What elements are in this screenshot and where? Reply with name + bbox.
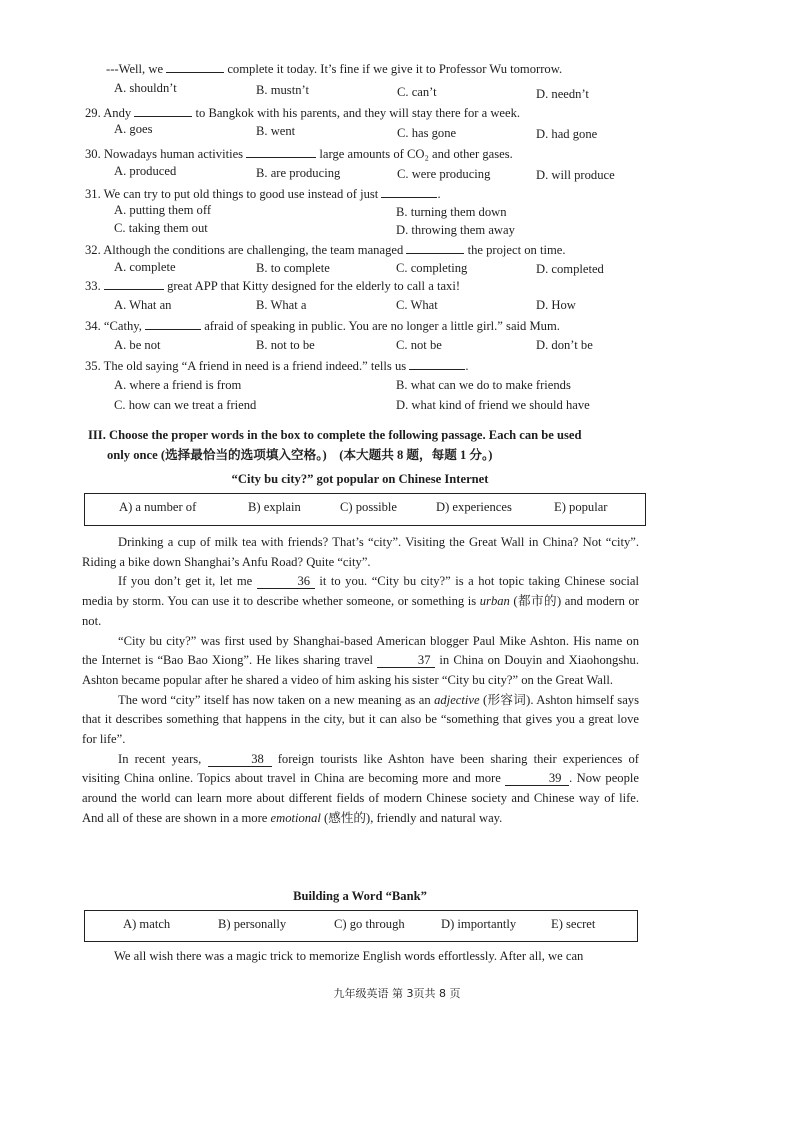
q32-answer-blank[interactable] [406,241,464,254]
q34-stem: 34. “Cathy, afraid of speaking in public. You are no longer a little girl.” said Mum. [85,319,560,333]
q31-answer-blank[interactable] [381,185,437,198]
q29-option-b[interactable]: B. went [256,124,296,138]
word-box-option-d: D) experiences [436,500,512,514]
q31-option-c[interactable]: C. taking them out [114,221,208,235]
q33-answer-blank[interactable] [104,277,164,290]
q29-answer-blank[interactable] [134,104,192,117]
passage-1-body [82,533,639,829]
q31-option-d[interactable]: D. throwing them away [396,223,515,237]
q35-option-a[interactable]: A. where a friend is from [114,378,242,392]
q35-answer-blank[interactable] [409,357,465,370]
q28-stem: ---Well, we complete it today. It’s fine if we give it to Professor Wu tomorrow. [106,62,563,76]
q30-option-b[interactable]: B. are producing [256,166,341,180]
q34-option-b[interactable]: B. not to be [256,338,315,352]
blank-39[interactable]: 39 [505,772,569,786]
q31-stem: 31. We can try to put old things to good use instead of just . [85,187,441,201]
q33-option-b[interactable]: B. What a [256,298,307,312]
passage-2-word-box [84,910,638,942]
page-footer: 九年级英语 第 3页共 8 页 [333,987,461,1000]
q35-option-c[interactable]: C. how can we treat a friend [114,398,257,412]
q32-option-c[interactable]: C. completing [396,261,468,275]
q30-stem: 30. Nowadays human activities large amounts of CO₂ and other gases. [85,147,513,161]
section-3-heading-line1: III. Choose the proper words in the box to complete the following passage. Each can be used [88,428,582,442]
q28-answer-blank[interactable] [166,60,224,73]
passage-2-paragraph-1: We all wish there was a magic trick to memorize English words effortlessly. After all, we can [114,949,584,963]
passage-2-title: Building a Word “Bank” [293,889,427,903]
q32-option-a[interactable]: A. complete [114,260,176,274]
q33-option-a[interactable]: A. What an [114,298,172,312]
q29-option-c[interactable]: C. has gone [397,126,457,140]
word-box-option-c: C) possible [340,500,398,514]
blank-38[interactable]: 38 [208,753,272,767]
q28-option-b[interactable]: B. mustn’t [256,83,309,97]
word-box-2-option-e: E) secret [551,917,596,931]
q31-option-a[interactable]: A. putting them off [114,203,212,217]
word-box-2-option-a: A) match [123,917,171,931]
passage-1-title: “City bu city?” got popular on Chinese Internet [231,472,489,486]
q29-stem: 29. Andy to Bangkok with his parents, and they will stay there for a week. [85,106,521,120]
q34-option-a[interactable]: A. be not [114,338,161,352]
q30-option-d[interactable]: D. will produce [536,168,615,182]
q34-option-d[interactable]: D. don’t be [536,338,593,352]
q28-option-d[interactable]: D. needn’t [536,87,589,101]
q34-option-c[interactable]: C. not be [396,338,442,352]
blank-37[interactable]: 37 [377,654,435,668]
passage-1-paragraph-5: In recent years, 38 foreign tourists like Ashton have been sharing their experiences of visiting China online. Topics about travel in China are becoming more and more 39 . Now people around the world can learn more about different fields of modern Chinese society and Chinese way of life. And all of these are shown in a more emotional (感性的), friendly and natural way. [82,751,639,825]
section-3-heading-line2: only once (选择最恰当的选项填入空格。) (本大题共 8 题，每题 1 分。) [107,448,493,462]
q31-option-b[interactable]: B. turning them down [396,205,507,219]
passage-1-paragraph-2: If you don’t get it, let me 36 it to you. “City bu city?” is a hot topic taking Chinese social media by storm. You can use it to describe whether someone, or something is urban (都市的) and modern or not. [82,574,640,628]
passage-1-paragraph-1: Drinking a cup of milk tea with friends? That’s “city”. Visiting the Great Wall in China? Not “city”. Riding a bike down Shanghai’s Anfu Road? Quite “city”. [82,535,639,569]
word-box-option-a: A) a number of [119,500,197,514]
q34-answer-blank[interactable] [145,317,201,330]
q32-option-b[interactable]: B. to complete [256,261,330,275]
q28-option-c[interactable]: C. can’t [397,85,437,99]
word-box-option-e: E) popular [554,500,608,514]
q33-stem: 33. great APP that Kitty designed for the elderly to call a taxi! [85,279,461,293]
q33-option-d[interactable]: D. How [536,298,576,312]
passage-1-paragraph-3: “City bu city?” was first used by Shanghai-based American blogger Paul Mike Ashton. His name on the Internet is “Bao Bao Xiong”. He likes sharing travel 37 in China on Douyin and Xiaohongshu. Ashton became popular after he shared a video of him asking his sister “City bu city?” on the Great Wall. [82,633,639,687]
word-box-2-option-c: C) go through [334,917,405,931]
q32-option-d[interactable]: D. completed [536,262,604,276]
q32-stem: 32. Although the conditions are challenging, the team managed the project on time. [85,243,566,257]
q35-stem: 35. The old saying “A friend in need is a friend indeed.” tells us . [85,359,469,373]
q33-option-c[interactable]: C. What [396,298,438,312]
q35-option-b[interactable]: B. what can we do to make friends [396,378,571,392]
passage-1-word-box [84,493,646,526]
word-box-2-option-d: D) importantly [441,917,517,931]
q30-option-c[interactable]: C. were producing [397,167,491,181]
q29-option-d[interactable]: D. had gone [536,127,598,141]
word-box-option-b: B) explain [248,500,301,514]
q28-option-a[interactable]: A. shouldn’t [114,81,177,95]
q29-option-a[interactable]: A. goes [114,122,153,136]
q30-answer-blank[interactable] [246,145,316,158]
q35-option-d[interactable]: D. what kind of friend we should have [396,398,590,412]
passage-2-body [82,947,639,967]
blank-36[interactable]: 36 [257,575,315,589]
q30-option-a[interactable]: A. produced [114,164,177,178]
word-box-2-option-b: B) personally [218,917,287,931]
passage-1-paragraph-4: The word “city” itself has now taken on a new meaning as an adjective (形容词). Ashton himself says that it describes something that happens in the city, but it can also be “something that gives you a great love for life”. [82,692,639,747]
